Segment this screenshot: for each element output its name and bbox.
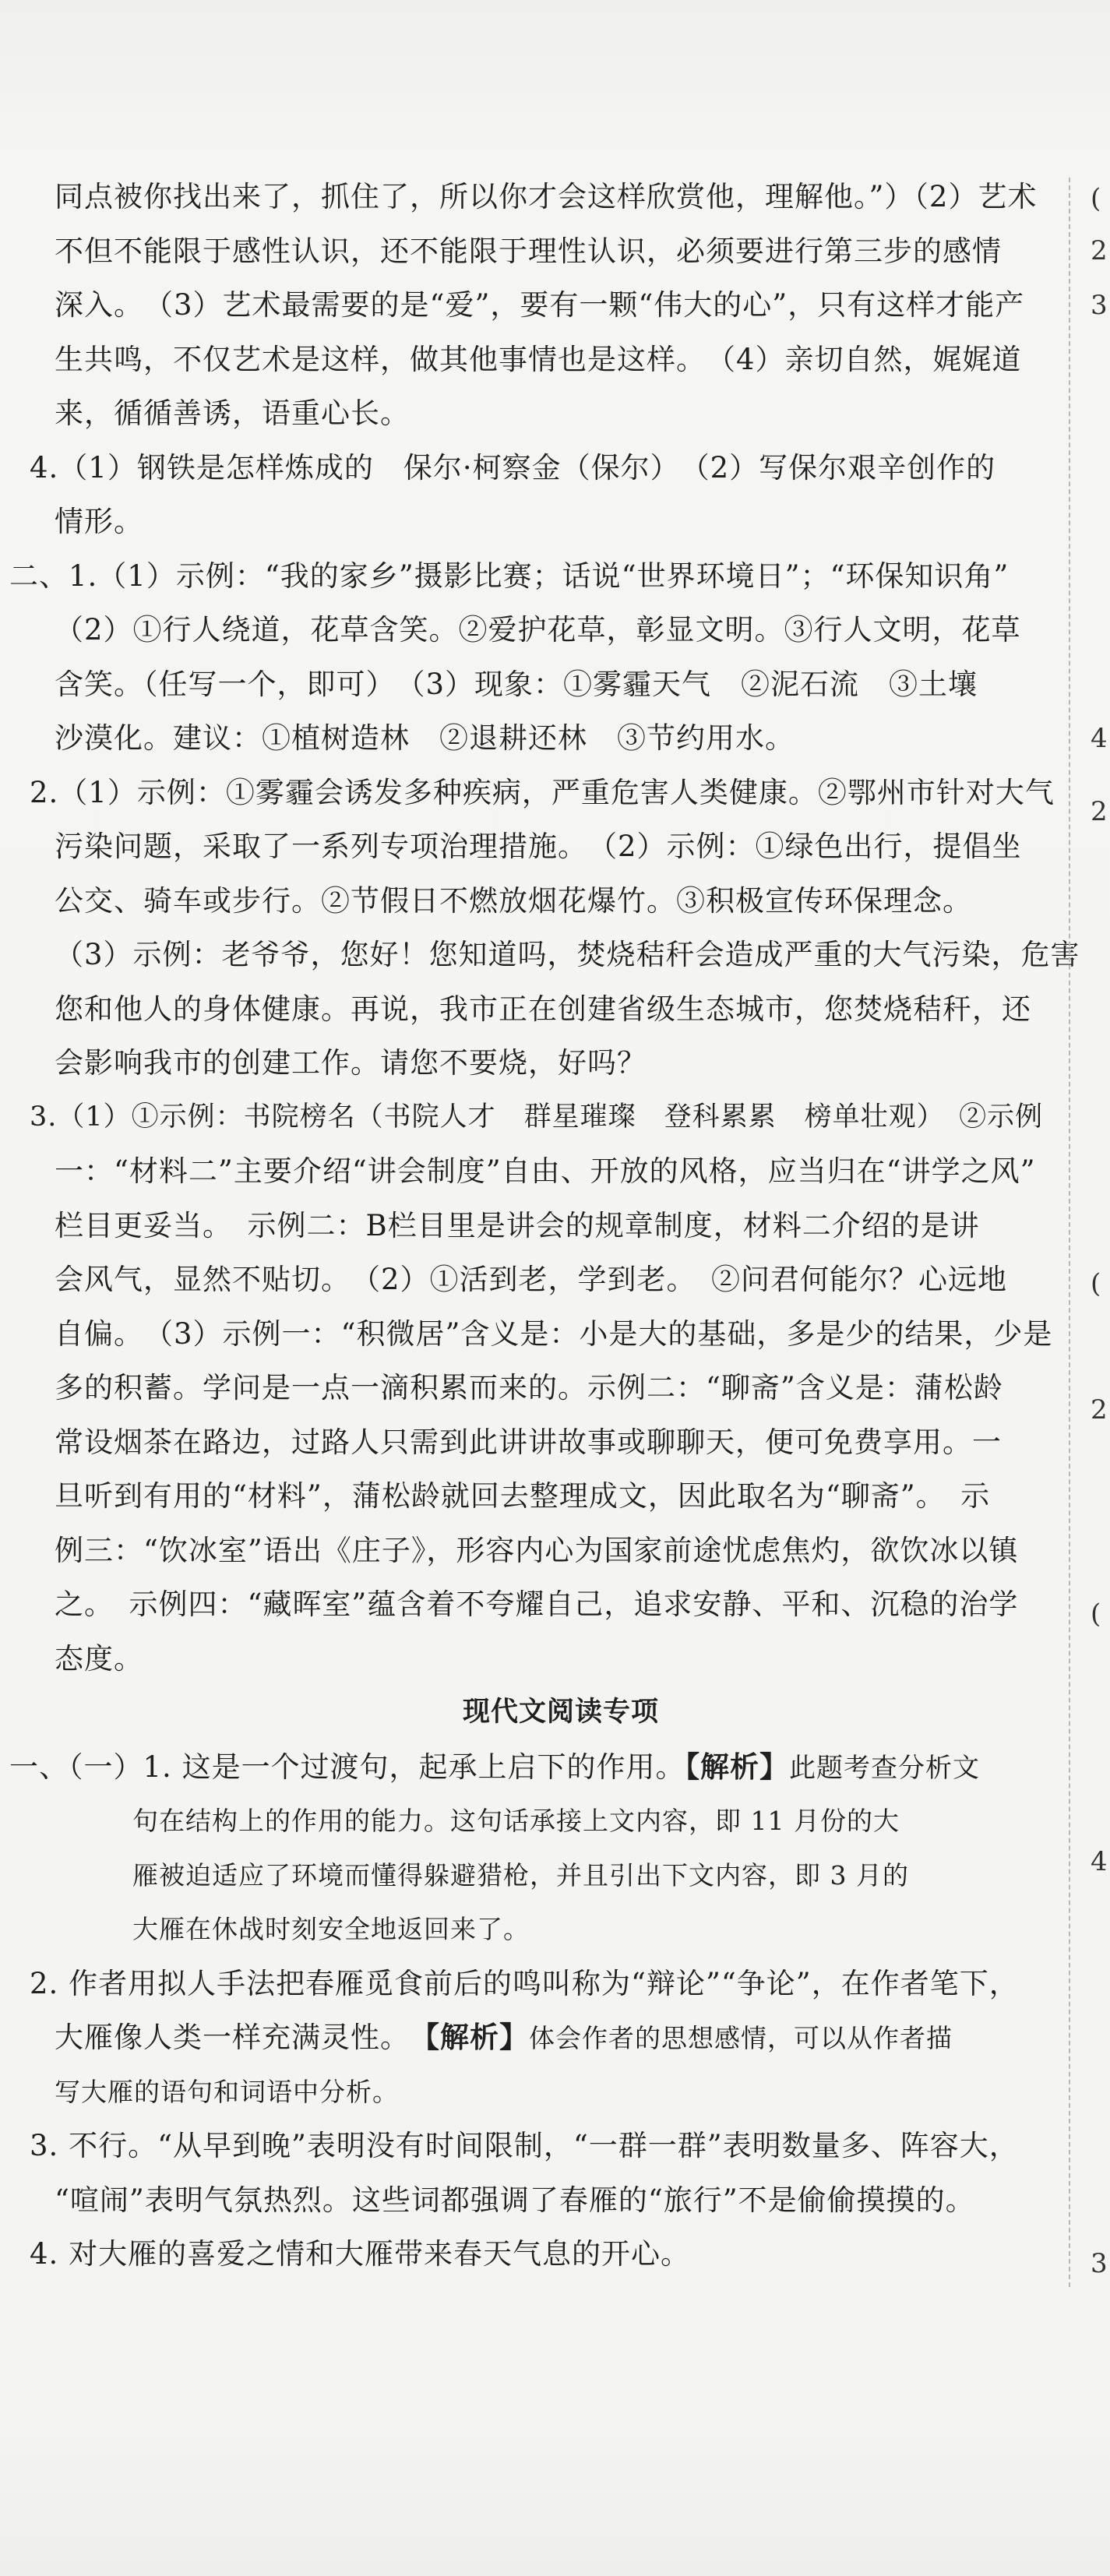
text-line: （3）示例：老爷爷，您好！您知道吗，焚烧秸秆会造成严重的大气污染，危害: [55, 938, 1080, 971]
text-line: 会风气，显然不贴切。 （2）①活到老，学到老。 ②问君何能尔？心远地: [55, 1263, 1008, 1296]
reading-q1-line: [9, 1740, 1044, 1795]
text-line: 多的积蓄。学问是一点一滴积累而来的。示例二：“聊斋”含义是：蒲松龄: [55, 1371, 1003, 1404]
reading-q2-line: [55, 2010, 1044, 2065]
text-line: 态度。: [55, 1641, 143, 1676]
reading-q3-line: “喧闹”表明气氛热烈。这些词都强调了春雁的“旅行”不是偷偷摸摸的。: [55, 2183, 975, 2217]
section-title: 现代文阅读专项: [462, 1697, 659, 1728]
reading-q1-detail: 大雁在休战时刻安全地返回来了。: [132, 1914, 530, 1944]
text-line: 之。 示例四：“藏晖室”蕴含着不夸耀自己，追求安静、平和、沉稳的治学: [55, 1588, 1019, 1621]
edge-glyph: (: [1091, 183, 1101, 214]
edge-glyph: 4: [1091, 1846, 1108, 1877]
text-line: 生共鸣，不仅艺术是这样，做其他事情也是这样。 （4）亲切自然，娓娓道: [55, 342, 1022, 376]
text-line: 会影响我市的创建工作。请您不要烧，好吗？: [55, 1046, 647, 1080]
text-line: （2）①行人绕道，花草含笑。②爱护花草，彰显文明。③行人文明，花草: [55, 613, 1021, 647]
text-line: 栏目更妥当。 示例二：B栏目里是讲会的规章制度，材料二介绍的是讲: [55, 1208, 980, 1242]
text-line: 来，循循善诱，语重心长。: [55, 396, 410, 430]
text-line: 含笑。（任写一个，即可） （3）现象：①雾霾天气 ②泥石流 ③土壤: [55, 667, 978, 701]
edge-glyph: (: [1091, 1598, 1101, 1630]
text-line: 二、1.（1）示例：“我的家乡”摄影比赛；话说“世界环境日”；“环保知识角”: [9, 559, 1010, 593]
text-line: 公交、骑车或步行。②节假日不燃放烟花爆竹。③积极宣传环保理念。: [55, 883, 972, 918]
q1-tail: 此题考查分析文: [789, 1752, 981, 1784]
edge-glyph: 2: [1091, 235, 1108, 266]
text-line: 例三：“饮冰室”语出《庄子》，形容内心为国家前途忧虑焦灼，欲饮冰以镇: [55, 1533, 1019, 1567]
text-line: 沙漠化。建议：①植树造林 ②退耕还林 ③节约用水。: [55, 721, 795, 755]
analysis-tag: 【解析】: [685, 1750, 790, 1784]
text-line: 深入。 （3）艺术最需要的是“爱”，要有一颗“伟大的心”，只有这样才能产: [55, 288, 1025, 322]
column-divider: [1069, 178, 1070, 2287]
text-line: 旦听到有用的“材料”，蒲松龄就回去整理成文，因此取名为“聊斋”。 示: [55, 1479, 991, 1513]
answer-column: [9, 170, 1080, 2282]
edge-glyph: 3: [1091, 290, 1108, 321]
reading-q4-line: 4. 对大雁的喜爱之情和大雁带来春天气息的开心。: [30, 2237, 691, 2271]
reading-q1-detail: 雁被迫适应了环境而懂得躲避猎枪，并且引出下文内容，即 3 月的: [132, 1859, 909, 1891]
text-line: 自偏。 （3）示例一：“积微居”含义是：小是大的基础，多是少的结果，少是: [55, 1316, 1053, 1351]
edge-glyph: 4: [1091, 723, 1108, 754]
q1-head: 一、（一）1. 这是一个过渡句，起承上启下的作用。: [9, 1750, 685, 1784]
text-line: 污染问题，采取了一系列专项治理措施。 （2）示例：①绿色出行，提倡坐: [55, 830, 1022, 863]
text-line: 2.（1）示例：①雾霾会诱发多种疾病，严重危害人类健康。②鄂州市针对大气: [30, 775, 1055, 809]
text-line: 一：“材料二”主要介绍“讲会制度”自由、开放的风格，应当归在“讲学之风”: [55, 1154, 1036, 1188]
q2-text: 大雁像人类一样充满灵性。: [55, 2021, 425, 2054]
reading-q2-line: 写大雁的语句和词语中分析。: [55, 2076, 399, 2107]
analysis-tag: 【解析】: [425, 2021, 529, 2054]
reading-q1-detail: 句在结构上的作用的能力。这句话承接上文内容，即 11 月份的大: [132, 1806, 900, 1836]
text-line: 同点被你找出来了，抓住了，所以你才会这样欣赏他，理解他。”）（2）艺术: [55, 180, 1038, 213]
text-line: 4.（1）钢铁是怎样炼成的 保尔·柯察金（保尔） （2）写保尔艰辛创作的: [30, 450, 996, 485]
text-line: 您和他人的身体健康。再说，我市正在创建省级生态城市，您焚烧秸秆，还: [55, 992, 1031, 1026]
text-line: 情形。: [55, 505, 143, 538]
edge-glyph: (: [1091, 1268, 1101, 1299]
text-line: 不但不能限于感性认识，还不能限于理性认识，必须要进行第三步的感情: [55, 234, 1002, 268]
text-line: 常设烟茶在路边，过路人只需到此讲讲故事或聊聊天，便可免费享用。一: [55, 1425, 1002, 1459]
text-line: 3.（1）①示例：书院榜名（书院人才 群星璀璨 登科累累 榜单壮观） ②示例: [30, 1101, 1044, 1133]
reading-q2-line: 2. 作者用拟人手法把春雁觅食前后的鸣叫称为“辩论”“争论”，在作者笔下，: [30, 1966, 1019, 2000]
edge-glyph: 2: [1091, 796, 1108, 827]
reading-q3-line: 3. 不行。“从早到晚”表明没有时间限制，“一群一群”表明数量多、阵容大，: [30, 2129, 1019, 2162]
edge-glyph: 2: [1091, 1394, 1108, 1425]
edge-glyph: 3: [1091, 2248, 1108, 2279]
q2-analysis: 体会作者的思想感情，可以从作者描: [529, 2023, 953, 2053]
